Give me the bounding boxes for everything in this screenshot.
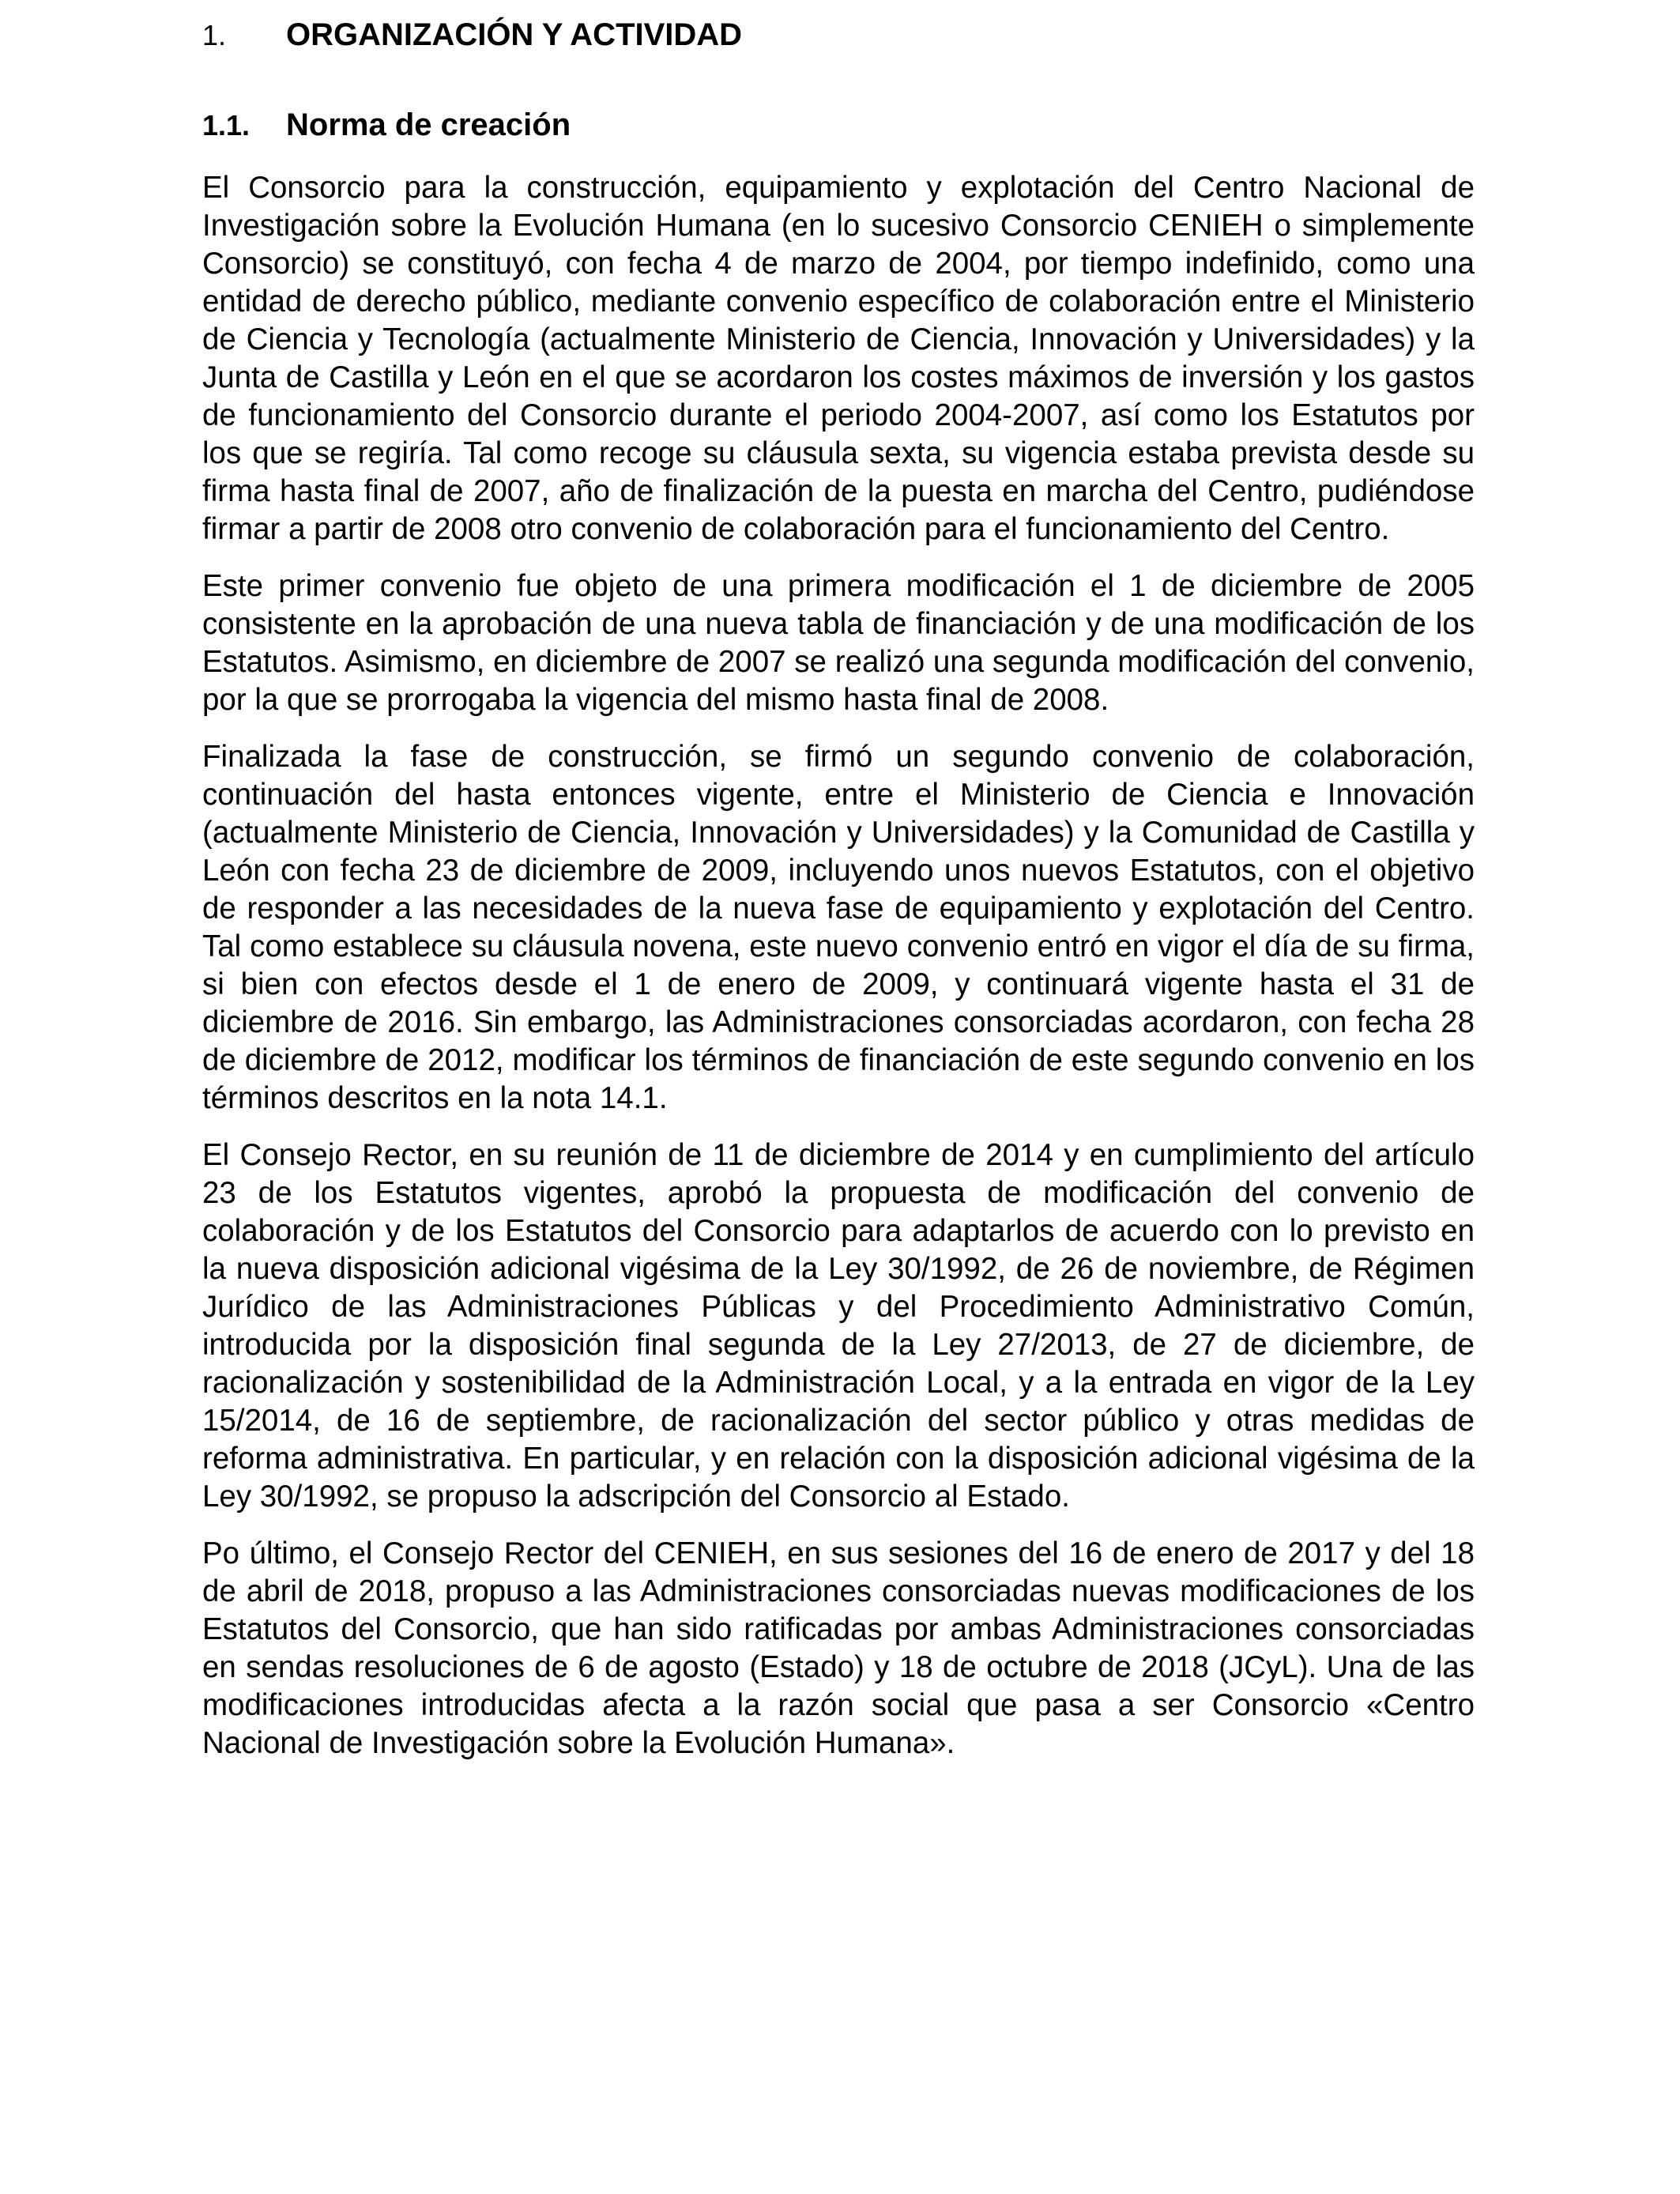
section-number: 1. [202, 19, 227, 51]
subsection-number: 1.1. [202, 109, 250, 141]
paragraph: Finalizada la fase de construcción, se firmó un segundo convenio de colaboración, continuación del hasta entonces vigente, entre el Ministerio de Ciencia e Innovación (actualmente Ministerio de Ciencia, Innovación y Universidades) y la Comunidad de Castilla y León con fecha 23 de diciembre de 2009, incluyendo unos nuevos Estatutos, con el objetivo de responder a las necesidades de la nueva fase de equipamiento y explotación del Centro. Tal como establece su cláusula novena, este nuevo convenio entró en vigor el día de su firma, si bien con efectos desde el 1 de enero de 2009, y continuará vigente hasta el 31 de diciembre de 2016. Sin embargo, las Administraciones consorciadas acordaron, con fecha 28 de diciembre de 2012, modificar los términos de financiación de este segundo convenio en los términos descritos en la nota 14.1. [202, 740, 1475, 1115]
section-title: ORGANIZACIÓN Y ACTIVIDAD [286, 17, 743, 52]
paragraph: Po último, el Consejo Rector del CENIEH, en sus sesiones del 16 de enero de 2017 y del 18 de abril de 2018, propuso a las Administraciones consorciadas nuevas modificaciones de los Estatutos del Consorcio, que han sido ratificadas por ambas Administraciones consorciadas en sendas resoluciones de 6 de agosto (Estado) y 18 de octubre de 2018 (JCyL). Una de las modificaciones introducidas afecta a la razón social que pasa a ser Consorcio «Centro Nacional de Investigación sobre la Evolución Humana». [202, 1536, 1475, 1760]
paragraph: Este primer convenio fue objeto de una primera modificación el 1 de diciembre de 2005 consistente en la aprobación de una nueva tabla de financiación y de una modificación de los Estatutos. Asimismo, en diciembre de 2007 se realizó una segunda modificación del convenio, por la que se prorrogaba la vigencia del mismo hasta final de 2008. [202, 569, 1475, 717]
subsection-heading [202, 107, 1475, 142]
paragraph: El Consejo Rector, en su reunión de 11 de diciembre de 2014 y en cumplimiento del artículo 23 de los Estatutos vigentes, aprobó la propuesta de modificación del convenio de colaboración y de los Estatutos del Consorcio para adaptarlos de acuerdo con lo previsto en la nueva disposición adicional vigésima de la Ley 30/1992, de 26 de noviembre, de Régimen Jurídico de las Administraciones Públicas y del Procedimiento Administrativo Común, introducida por la disposición final segunda de la Ley 27/2013, de 27 de diciembre, de racionalización y sostenibilidad de la Administración Local, y a la entrada en vigor de la Ley 15/2014, de 16 de septiembre, de racionalización del sector público y otras medidas de reforma administrativa. En particular, y en relación con la disposición adicional vigésima de la Ley 30/1992, se propuso la adscripción del Consorcio al Estado. [202, 1138, 1475, 1514]
document-body [202, 17, 1475, 1762]
subsection-title: Norma de creación [286, 107, 571, 142]
paragraph: El Consorcio para la construcción, equipamiento y explotación del Centro Nacional de Investigación sobre la Evolución Humana (en lo sucesivo Consorcio CENIEH o simplemente Consorcio) se constituyó, con fecha 4 de marzo de 2004, por tiempo indefinido, como una entidad de derecho público, mediante convenio específico de colaboración entre el Ministerio de Ciencia y Tecnología (actualmente Ministerio de Ciencia, Innovación y Universidades) y la Junta de Castilla y León en el que se acordaron los costes máximos de inversión y los gastos de funcionamiento del Consorcio durante el periodo 2004-2007, así como los Estatutos por los que se regiría. Tal como recoge su cláusula sexta, su vigencia estaba prevista desde su firma hasta final de 2007, año de finalización de la puesta en marcha del Centro, pudiéndose firmar a partir de 2008 otro convenio de colaboración para el funcionamiento del Centro. [202, 171, 1475, 546]
section-heading [202, 17, 1475, 51]
